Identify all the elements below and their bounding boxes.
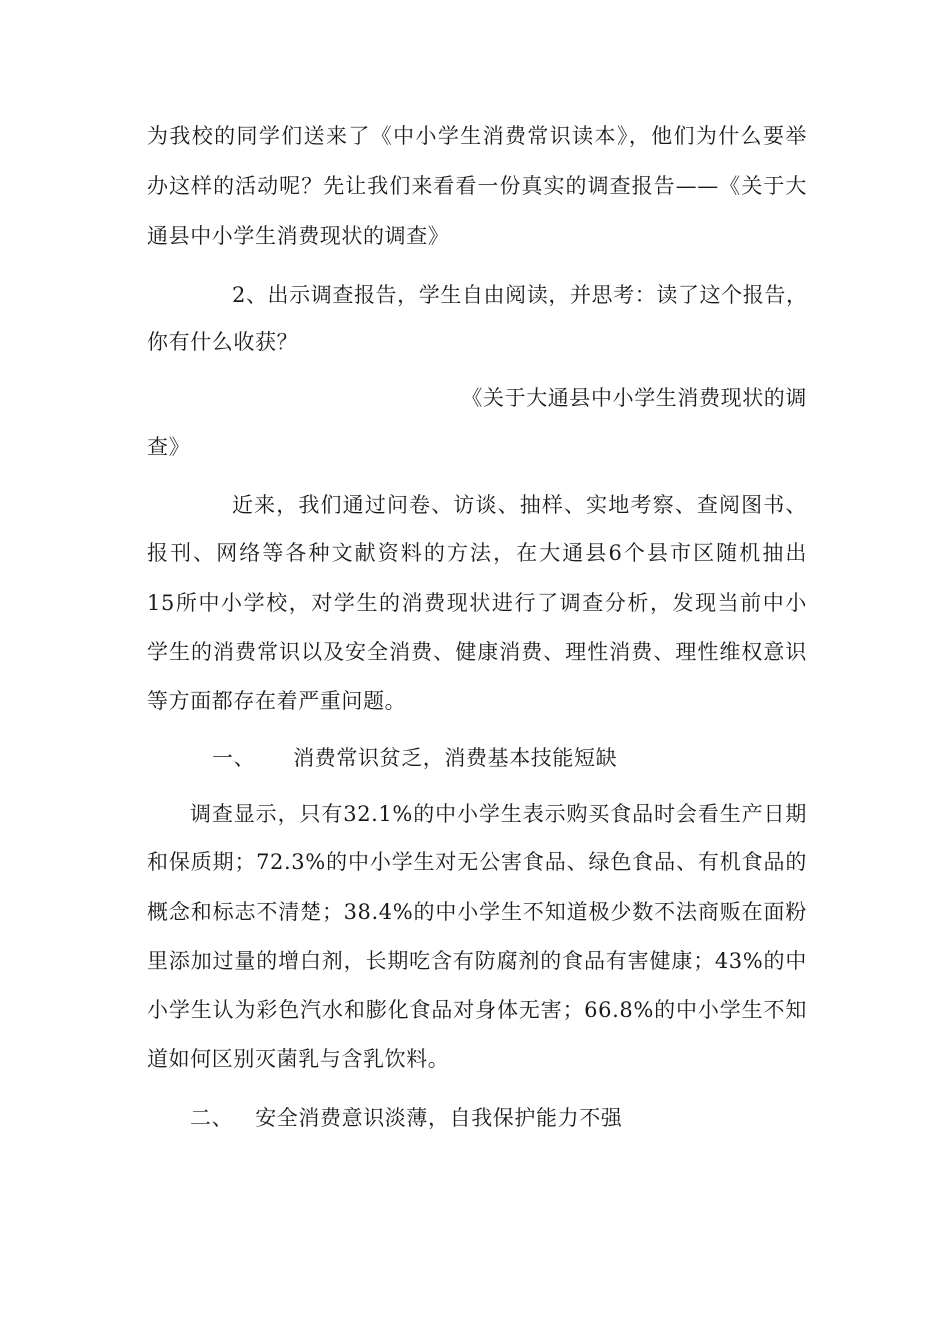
section1-body-line-5: 小学生认为彩色汽水和膨化食品对身体无害；66.8%的中小学生不知 <box>147 998 807 1022</box>
intro-line-3: 通县中小学生消费现状的调查》 <box>147 224 450 248</box>
section2-title: 安全消费意识淡薄，自我保护能力不强 <box>255 1106 623 1130</box>
report-title-line-2: 查》 <box>147 435 191 459</box>
section1-number: 一、 <box>212 746 256 770</box>
report-intro-line-5: 等方面都存在着严重问题。 <box>147 689 407 713</box>
report-intro-line-4: 学生的消费常识以及安全消费、健康消费、理性消费、理性维权意识 <box>147 640 807 664</box>
intro-line-2: 办这样的活动呢？先让我们来看看一份真实的调查报告——《关于大 <box>147 174 807 198</box>
report-title-line-1: 《关于大通县中小学生消费现状的调 <box>461 386 807 410</box>
section2-heading <box>190 1103 622 1133</box>
intro-line-1: 为我校的同学们送来了《中小学生消费常识读本》，他们为什么要举 <box>147 124 807 148</box>
section1-body-line-6: 道如何区别灭菌乳与含乳饮料。 <box>147 1047 450 1071</box>
report-intro-line-2: 报刊、网络等各种文献资料的方法，在大通县6个县市区随机抽出 <box>147 541 807 565</box>
report-intro-line-3: 15所中小学校，对学生的消费现状进行了调查分析，发现当前中小 <box>147 591 807 615</box>
section1-body-line-2: 和保质期；72.3%的中小学生对无公害食品、绿色食品、有机食品的 <box>147 850 807 874</box>
section1-body-line-3: 概念和标志不清楚；38.4%的中小学生不知道极少数不法商贩在面粉 <box>147 900 807 924</box>
section1-title: 消费常识贫乏，消费基本技能短缺 <box>293 746 618 770</box>
section2-number: 二、 <box>190 1106 234 1130</box>
section1-body-line-1: 调查显示，只有32.1%的中小学生表示购买食品时会看生产日期 <box>190 802 807 826</box>
section1-heading <box>212 743 617 773</box>
section1-body-line-4: 里添加过量的增白剂，长期吃含有防腐剂的食品有害健康；43%的中 <box>147 949 807 973</box>
step2-line-1: 2、出示调查报告，学生自由阅读，并思考：读了这个报告， <box>232 283 808 307</box>
step2-line-2: 你有什么收获？ <box>147 330 299 354</box>
report-intro-line-1: 近来，我们通过问卷、访谈、抽样、实地考察、查阅图书、 <box>232 493 807 517</box>
